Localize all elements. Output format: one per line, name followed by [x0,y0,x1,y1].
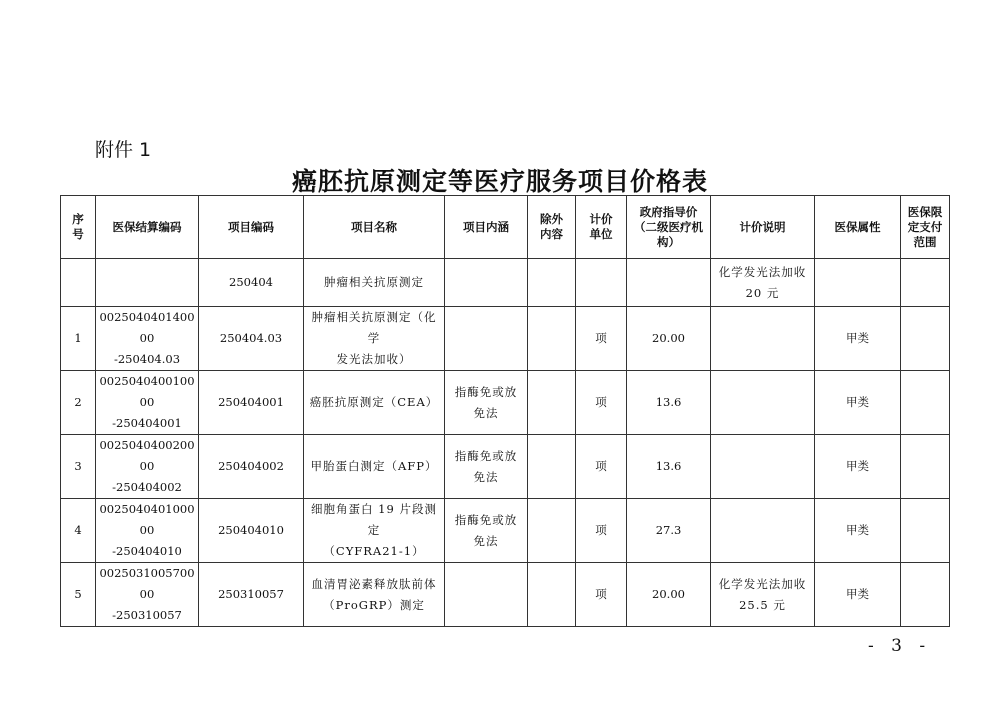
cell-note-line: 化学发光法加收 [718,264,807,279]
cell-unit: 项 [576,563,627,627]
cell-item-code: 250310057 [199,563,304,627]
cell-item-content-line: 免法 [473,469,499,484]
table-row [61,499,950,563]
header-insurance-attr: 医保属性 [815,196,901,259]
cell-note-line: 化学发光法加收 [718,576,807,591]
cell-seq: 2 [61,371,96,435]
cell-note [711,435,815,499]
cell-item-content [445,307,528,371]
cell-seq: 1 [61,307,96,371]
cell-settlement-code [96,563,199,627]
cell-excluded [528,307,576,371]
cell-price: 20.00 [627,307,711,371]
cell-item-content [445,499,528,563]
cell-item-name-line: 细胞角蛋白 19 片段测定 [311,502,437,537]
cell-price: 13.6 [627,371,711,435]
cell-settlement-code-line: -250310057 [112,608,182,622]
cell-item-name-line: 血清胃泌素释放肽前体 [311,576,437,591]
header-unit: 计价单位 [576,196,627,259]
cell-settlement-code-line: 002504040010000 [99,374,195,409]
cell-item-content-line: 指酶免或放 [454,448,518,463]
table-row [61,435,950,499]
header-price: 政府指导价（二级医疗机构） [627,196,711,259]
header-settlement-code: 医保结算编码 [96,196,199,259]
cell-settlement-code-line: 002503100570000 [99,566,195,601]
cell-excluded [528,499,576,563]
cell-item-name-line: 肿瘤相关抗原测定 [324,275,424,289]
cell-settlement-code-line: 002504040140000 [99,310,195,345]
cell-settlement-code-line: -250404.03 [113,352,181,366]
cell-item-name-line: （CYFRA21-1） [323,544,425,558]
header-item-code: 项目编码 [199,196,304,259]
cell-price [627,259,711,307]
cell-item-name-line: （ProGRP）测定 [323,597,425,612]
cell-settlement-code [96,259,199,307]
cell-insurance-attr: 甲类 [815,307,901,371]
cell-item-content [445,563,528,627]
cell-item-content [445,371,528,435]
cell-price: 27.3 [627,499,711,563]
cell-excluded [528,435,576,499]
header-insurance-scope: 医保限定支付范围 [901,196,950,259]
header-note: 计价说明 [711,196,815,259]
cell-insurance-attr: 甲类 [815,499,901,563]
document-title: 癌胚抗原测定等医疗服务项目价格表 [291,167,708,196]
header-seq: 序号 [61,196,96,259]
cell-note [711,307,815,371]
cell-settlement-code [96,435,199,499]
cell-insurance-scope [901,499,950,563]
cell-insurance-scope [901,371,950,435]
cell-unit: 项 [576,435,627,499]
cell-settlement-code-line: 002504040100000 [99,502,195,537]
cell-note [711,259,815,307]
cell-seq [61,259,96,307]
cell-item-name-line: 癌胚抗原测定（CEA） [309,395,439,409]
cell-settlement-code [96,371,199,435]
cell-item-name [304,371,445,435]
cell-settlement-code [96,307,199,371]
table-row [61,371,950,435]
cell-excluded [528,563,576,627]
cell-settlement-code-line: -250404010 [112,544,182,558]
cell-insurance-attr: 甲类 [815,563,901,627]
cell-item-content [445,259,528,307]
header-excluded: 除外内容 [528,196,576,259]
cell-seq: 3 [61,435,96,499]
cell-unit [576,259,627,307]
cell-note-line: 25.5 元 [739,597,786,612]
cell-insurance-attr: 甲类 [815,435,901,499]
cell-note [711,499,815,563]
cell-item-code: 250404 [199,259,304,307]
cell-item-name [304,307,445,371]
cell-item-name [304,435,445,499]
attachment-label: 附件 1 [95,139,152,161]
table-header-row [61,196,950,259]
cell-item-code: 250404002 [199,435,304,499]
cell-note [711,371,815,435]
cell-item-name-line: 发光法加收） [336,352,412,366]
cell-excluded [528,371,576,435]
cell-item-content-line: 免法 [473,533,499,548]
cell-item-name [304,563,445,627]
price-table [60,195,950,627]
cell-insurance-scope [901,435,950,499]
header-item-content: 项目内涵 [445,196,528,259]
cell-insurance-attr [815,259,901,307]
cell-item-content [445,435,528,499]
cell-note-line: 20 元 [745,285,780,300]
cell-settlement-code [96,499,199,563]
cell-unit: 项 [576,499,627,563]
cell-item-name [304,259,445,307]
cell-item-code: 250404010 [199,499,304,563]
cell-seq: 5 [61,563,96,627]
cell-note [711,563,815,627]
cell-item-code: 250404001 [199,371,304,435]
cell-price: 20.00 [627,563,711,627]
cell-excluded [528,259,576,307]
cell-unit: 项 [576,307,627,371]
cell-item-content-line: 指酶免或放 [454,512,518,527]
cell-price: 13.6 [627,435,711,499]
cell-seq: 4 [61,499,96,563]
cell-settlement-code-line: -250404001 [112,416,182,430]
table-row [61,563,950,627]
cell-settlement-code-line: 002504040020000 [99,438,195,473]
cell-insurance-scope [901,563,950,627]
cell-settlement-code-line: -250404002 [112,480,182,494]
table-row [61,259,950,307]
cell-item-content-line: 指酶免或放 [454,384,518,399]
header-item-name: 项目名称 [304,196,445,259]
cell-item-name-line: 甲胎蛋白测定（AFP） [310,459,438,473]
cell-item-content-line: 免法 [473,405,499,420]
table-row [61,307,950,371]
cell-insurance-scope [901,259,950,307]
cell-item-code: 250404.03 [199,307,304,371]
cell-item-name [304,499,445,563]
page-number: - 3 - [868,636,932,656]
cell-item-name-line: 肿瘤相关抗原测定（化学 [311,310,437,345]
cell-insurance-scope [901,307,950,371]
cell-insurance-attr: 甲类 [815,371,901,435]
cell-unit: 项 [576,371,627,435]
